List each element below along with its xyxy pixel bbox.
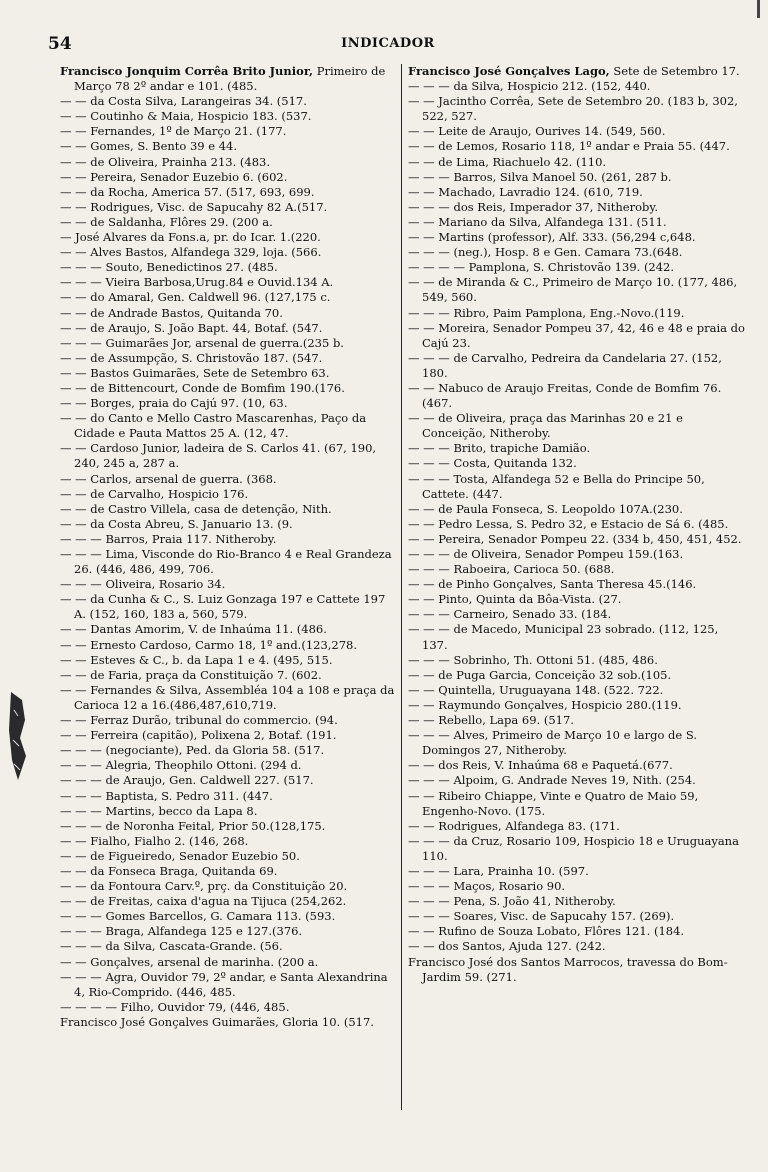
entry-text: — José Alvares da Fons.a, pr. do Icar. 1.(220. — [60, 230, 321, 245]
entry-name: Francisco José Gonçalves Lago, — [408, 64, 610, 78]
directory-entry — [60, 924, 400, 939]
entry-text: — — Ferraz Durão, tribunal do commercio. (94. — [60, 713, 338, 728]
directory-entry — [60, 321, 400, 336]
entry-text: — — — (negociante), Ped. da Gloria 58. (517. — [60, 743, 325, 758]
entry-text: — — — — Pamplona, S. Christovão 139. (242. — [408, 260, 675, 275]
entry-text: — — Mariano da Silva, Alfandega 131. (511. — [408, 214, 667, 229]
entry-text: — — Borges, praia do Cajú 97. (10, 63. — [60, 396, 288, 411]
entry-text: — — Pinto, Quinta da Bôa-Vista. (27. — [408, 592, 622, 607]
directory-entry — [60, 396, 400, 411]
entry-text: — — Cardoso Junior, ladeira de S. Carlos 41. (67, 190, 240, 245 a, 287 a. — [60, 441, 377, 471]
entry-text: — — Rodrigues, Visc. de Sapucahy 82 A.(517. — [60, 199, 328, 214]
entry-text: — — de Puga Garcia, Conceição 32 sob.(105. — [408, 667, 672, 682]
entry-text: — — Fialho, Fialho 2. (146, 268. — [60, 833, 249, 848]
directory-entry — [60, 1000, 400, 1015]
entry-text: — — — Alegria, Theophilo Ottoni. (294 d. — [60, 758, 302, 773]
entry-text: — — dos Santos, Ajuda 127. (242. — [408, 939, 606, 954]
directory-entry — [408, 607, 746, 622]
entry-text: — — Leite de Araujo, Ourives 14. (549, 560. — [408, 124, 666, 139]
entry-text: — — Rufino de Souza Lobato, Flôres 121. (184. — [408, 924, 685, 939]
entry-text: — — de Pinho Gonçalves, Santa Theresa 45.(146. — [408, 577, 697, 592]
directory-entry — [60, 955, 400, 970]
directory-entry — [408, 139, 746, 154]
directory-entry — [408, 562, 746, 577]
entry-text: Francisco José dos Santos Marrocos, travessa do Bom-Jardim 59. (271. — [408, 954, 728, 984]
entry-text: — — — Ribro, Paim Pamplona, Eng.-Novo.(119. — [408, 305, 685, 320]
entry-text: — — Alves Bastos, Alfandega 329, loja. (566. — [60, 245, 322, 260]
directory-entry — [408, 909, 746, 924]
entry-text: — — — Martins, becco da Lapa 8. — [60, 803, 258, 818]
entry-text: — — de Oliveira, praça das Marinhas 20 e 21 e Conceição, Nitheroby. — [408, 411, 683, 441]
directory-entry — [408, 819, 746, 834]
directory-entry — [408, 683, 746, 698]
entry-text: — — Esteves & C., b. da Lapa 1 e 4. (495, 515. — [60, 652, 333, 667]
directory-entry — [60, 864, 400, 879]
directory-entry — [408, 653, 746, 668]
entry-text: — — — Raboeira, Carioca 50. (688. — [408, 562, 615, 577]
directory-entry — [408, 170, 746, 185]
entry-text: — — da Fontoura Carv.º, prç. da Constituição 20. — [60, 879, 348, 894]
entry-text: — — — de Araujo, Gen. Caldwell 227. (517. — [60, 773, 314, 788]
entry-text: — — — de Noronha Feital, Prior 50.(128,175. — [60, 818, 326, 833]
directory-entry — [408, 789, 746, 819]
directory-entry — [408, 275, 746, 305]
directory-entry — [408, 456, 746, 471]
directory-entry — [60, 849, 400, 864]
directory-entry — [60, 622, 400, 637]
entry-text: — — Ferreira (capitão), Polixena 2, Botaf. (191. — [60, 728, 337, 743]
directory-entry — [408, 592, 746, 607]
page-header — [48, 34, 728, 56]
directory-entry — [60, 773, 400, 788]
entry-text: — — — Alves, Primeiro de Março 10 e largo de S. Domingos 27, Nitheroby. — [408, 728, 697, 758]
directory-entry — [408, 532, 746, 547]
entry-text: — — — Barros, Silva Manoel 50. (261, 287 b. — [408, 169, 672, 184]
entry-text: — — da Fonseca Braga, Quitanda 69. — [60, 863, 278, 878]
directory-entry — [408, 864, 746, 879]
right-column — [408, 64, 746, 985]
directory-entry — [60, 381, 400, 396]
directory-entry — [60, 245, 400, 260]
entry-text: — — de Araujo, S. João Bapt. 44, Botaf. (547. — [60, 320, 323, 335]
entry-text: — — — (neg.), Hosp. 8 e Gen. Camara 73.(648. — [408, 245, 683, 260]
entry-text: — — de Freitas, caixa d'agua na Tijuca (254,262. — [60, 894, 347, 909]
entry-text: — — — Sobrinho, Th. Ottoni 51. (485, 486. — [408, 652, 658, 667]
directory-entry — [60, 743, 400, 758]
entry-text: — — de Figueiredo, Senador Euzebio 50. — [60, 848, 300, 863]
directory-entry — [60, 441, 400, 471]
directory-entry — [408, 185, 746, 200]
directory-entry — [60, 894, 400, 909]
left-column — [60, 64, 400, 1030]
directory-entry — [408, 472, 746, 502]
entry-text: — — dos Reis, V. Inhaúma 68 e Paquetá.(677. — [408, 758, 673, 773]
directory-entry — [408, 230, 746, 245]
entry-text: — — Pereira, Senador Euzebio 6. (602. — [60, 169, 288, 184]
directory-entry — [60, 502, 400, 517]
entry-text: — — — de Carvalho, Pedreira da Candelaria 27. (152, 180. — [408, 350, 722, 380]
entry-text: — — — Lima, Visconde do Rio-Branco 4 e Real Grandeza 26. (446, 486, 499, 706. — [60, 547, 392, 577]
directory-entry — [408, 924, 746, 939]
entry-text: — — da Costa Abreu, S. Januario 13. (9. — [60, 516, 293, 531]
directory-entry — [60, 547, 400, 577]
entry-text: — — — Vieira Barbosa,Urug.84 e Ouvid.134 A. — [60, 275, 334, 290]
directory-entry — [60, 124, 400, 139]
directory-entry — [60, 139, 400, 154]
page-edge-mark — [757, 0, 760, 18]
entry-text: — — Fernandes & Silva, Assembléa 104 a 108 e praça da Carioca 12 a 16.(486,487,610,719. — [60, 682, 395, 712]
directory-entry — [408, 124, 746, 139]
directory-entry — [60, 472, 400, 487]
directory-entry — [60, 834, 400, 849]
directory-entry — [60, 290, 400, 305]
entry-text: — — Pedro Lessa, S. Pedro 32, e Estacio de Sá 6. (485. — [408, 516, 729, 531]
directory-entry — [60, 275, 400, 290]
entry-text: — — — Agra, Ouvidor 79, 2º andar, e Santa Alexandrina 4, Rio-Comprido. (446, 485. — [60, 969, 388, 999]
directory-entry — [408, 441, 746, 456]
directory-entry — [408, 622, 746, 652]
directory-entry — [60, 170, 400, 185]
directory-entry — [60, 336, 400, 351]
directory-entry — [408, 773, 746, 788]
directory-entry — [408, 321, 746, 351]
directory-entry — [408, 200, 746, 215]
entry-text: — — da Rocha, America 57. (517, 693, 699. — [60, 184, 315, 199]
entry-text: — — do Amaral, Gen. Caldwell 96. (127,175 c. — [60, 290, 331, 305]
directory-entry — [60, 638, 400, 653]
directory-entry — [60, 970, 400, 1000]
directory-entry — [408, 939, 746, 954]
entry-text: — — Carlos, arsenal de guerra. (368. — [60, 471, 277, 486]
directory-entry — [408, 879, 746, 894]
directory-entry — [60, 411, 400, 441]
directory-entry — [60, 577, 400, 592]
entry-text: — — da Costa Silva, Larangeiras 34. (517. — [60, 94, 307, 109]
directory-entry — [60, 532, 400, 547]
directory-entry — [408, 351, 746, 381]
entry-text: — — Dantas Amorim, V. de Inhaúma 11. (486. — [60, 622, 327, 637]
entry-text: Francisco José Gonçalves Guimarães, Gloria 10. (517. — [60, 1014, 374, 1029]
entry-text: — — de Paula Fonseca, S. Leopoldo 107A.(230. — [408, 501, 683, 516]
entry-text: — — Raymundo Gonçalves, Hospicio 280.(119. — [408, 697, 682, 712]
entry-text: — — de Oliveira, Prainha 213. (483. — [60, 154, 271, 169]
directory-entry — [408, 698, 746, 713]
directory-entry — [408, 517, 746, 532]
directory-entry — [60, 185, 400, 200]
entry-text: — — Rebello, Lapa 69. (517. — [408, 713, 574, 728]
directory-entry — [60, 366, 400, 381]
directory-entry — [408, 834, 746, 864]
entry-text: — — Quintella, Uruguayana 148. (522. 722. — [408, 682, 664, 697]
directory-entry — [408, 713, 746, 728]
entry-text: — — — Souto, Benedictinos 27. (485. — [60, 260, 278, 275]
directory-entry — [60, 109, 400, 124]
entry-text: — — Nabuco de Araujo Freitas, Conde de Bomfim 76. (467. — [408, 380, 722, 411]
entry-text: — — Ernesto Cardoso, Carmo 18, 1º and.(123,278. — [60, 637, 358, 652]
entry-text: — — — Baptista, S. Pedro 311. (447. — [60, 788, 273, 803]
directory-entry — [60, 200, 400, 215]
entry-text: — — de Carvalho, Hospicio 176. — [60, 486, 249, 501]
entry-text: — — — de Macedo, Municipal 23 sobrado. (112, 125, 137. — [408, 622, 719, 652]
directory-entry — [60, 260, 400, 275]
directory-entry — [408, 758, 746, 773]
entry-text: — — Machado, Lavradio 124. (610, 719. — [408, 184, 643, 199]
page-title: INDICADOR — [341, 36, 435, 51]
directory-entry — [60, 215, 400, 230]
entry-text: — — — Maços, Rosario 90. — [408, 879, 566, 894]
directory-entry — [60, 592, 400, 622]
directory-entry — [60, 879, 400, 894]
entry-text: — — Jacintho Corrêa, Sete de Setembro 20. (183 b, 302, 522, 527. — [408, 94, 738, 124]
directory-entry — [60, 94, 400, 109]
directory-entry — [60, 713, 400, 728]
entry-text: — — — Carneiro, Senado 33. (184. — [408, 607, 612, 622]
entry-text: — — Bastos Guimarães, Sete de Setembro 63. — [60, 365, 330, 380]
entry-text: — — de Castro Villela, casa de detenção, Nith. — [60, 501, 332, 516]
entry-text: — — Martins (professor), Alf. 333. (56,294 c,648. — [408, 230, 696, 245]
entry-text: — — Ribeiro Chiappe, Vinte e Quatro de Maio 59, Engenho-Novo. (175. — [408, 788, 699, 818]
entry-text: — — — — Filho, Ouvidor 79, (446, 485. — [60, 999, 290, 1014]
directory-entry — [60, 487, 400, 502]
directory-entry — [60, 804, 400, 819]
entry-text: — — — de Oliveira, Senador Pompeu 159.(163. — [408, 547, 684, 561]
binding-damage-mark — [8, 690, 28, 782]
entry-text: Primeiro de Março 78 2º andar e 101. (485. — [74, 64, 386, 94]
entry-text: — — — Barros, Praia 117. Nitheroby. — [60, 531, 277, 546]
entry-text: — — — Soares, Visc. de Sapucahy 157. (269). — [408, 909, 675, 924]
entry-text: — — — Tosta, Alfandega 52 e Bella do Principe 50, Cattete. (447. — [408, 471, 705, 501]
directory-entry — [408, 245, 746, 260]
entry-text: — — — Lara, Prainha 10. (597. — [408, 863, 589, 878]
entry-text: Sete de Setembro 17. — [609, 64, 740, 78]
entry-text: — — — Guimarães Jor, arsenal de guerra.(235 b. — [60, 335, 344, 350]
directory-entry — [408, 306, 746, 321]
directory-entry — [408, 381, 746, 411]
directory-entry — [60, 668, 400, 683]
entry-text: — — Fernandes, 1º de Março 21. (177. — [60, 124, 287, 139]
entry-text: — — de Faria, praça da Constituição 7. (602. — [60, 667, 322, 682]
entry-text: — — Coutinho & Maia, Hospicio 183. (537. — [60, 109, 312, 124]
entry-text: — — — Alpoim, G. Andrade Neves 19, Nith. (254. — [408, 773, 696, 788]
entry-text: — — Rodrigues, Alfandega 83. (171. — [408, 818, 620, 833]
directory-entry — [408, 955, 746, 985]
directory-entry — [60, 653, 400, 668]
directory-entry — [408, 260, 746, 275]
entry-text: — — de Lemos, Rosario 118, 1º andar e Praia 55. (447. — [408, 139, 730, 154]
entry-text: — — Gomes, S. Bento 39 e 44. — [60, 139, 238, 154]
entry-text: — — — Brito, trapiche Damião. — [408, 441, 591, 456]
entry-name: Francisco Jonquim Corrêa Brito Junior, — [60, 64, 314, 78]
entry-text: — — de Bittencourt, Conde de Bomfim 190.(176. — [60, 380, 345, 395]
directory-entry — [60, 819, 400, 834]
directory-entry — [60, 351, 400, 366]
page-number: 54 — [48, 34, 72, 54]
directory-entry — [408, 155, 746, 170]
entry-text: — — de Saldanha, Flôres 29. (200 a. — [60, 214, 273, 229]
entry-text: — — — Oliveira, Rosario 34. — [60, 577, 226, 592]
column-divider — [401, 64, 402, 1110]
directory-entry — [60, 758, 400, 773]
directory-entry — [60, 683, 400, 713]
directory-entry — [408, 577, 746, 592]
directory-entry — [60, 64, 400, 94]
entry-text: — — Pereira, Senador Pompeu 22. (334 b, 450, 451, 452. — [408, 531, 742, 546]
directory-entry — [408, 894, 746, 909]
entry-text: — — — Gomes Barcellos, G. Camara 113. (593. — [60, 909, 336, 924]
directory-entry — [60, 728, 400, 743]
entry-text: — — — dos Reis, Imperador 37, Nitheroby. — [408, 199, 658, 214]
entry-text: — — de Andrade Bastos, Quitanda 70. — [60, 305, 283, 320]
entry-text: — — — da Silva, Cascata-Grande. (56. — [60, 939, 283, 954]
directory-entry — [60, 230, 400, 245]
entry-text: — — da Cunha & C., S. Luiz Gonzaga 197 e Cattete 197 A. (152, 160, 183 a, 560, 579. — [60, 592, 386, 622]
entry-text: — — de Lima, Riachuelo 42. (110. — [408, 154, 607, 169]
entry-text: — — Gonçalves, arsenal de marinha. (200 a. — [60, 954, 319, 969]
directory-entry — [408, 94, 746, 124]
entry-text: — — — Costa, Quitanda 132. — [408, 456, 577, 471]
directory-entry — [408, 728, 746, 758]
entry-text: — — — da Silva, Hospicio 212. (152, 440. — [408, 79, 651, 94]
entry-text: — — — Braga, Alfandega 125 e 127.(376. — [60, 924, 303, 939]
entry-text: — — Moreira, Senador Pompeu 37, 42, 46 e 48 e praia do Cajú 23. — [408, 320, 745, 350]
directory-entry — [60, 789, 400, 804]
entry-text: — — — da Cruz, Rosario 109, Hospicio 18 e Uruguayana 110. — [408, 833, 739, 863]
directory-entry — [408, 668, 746, 683]
directory-entry — [60, 517, 400, 532]
directory-entry — [60, 909, 400, 924]
directory-entry — [408, 79, 746, 94]
directory-entry — [408, 411, 746, 441]
directory-entry — [408, 215, 746, 230]
directory-entry — [408, 502, 746, 517]
entry-text: — — do Canto e Mello Castro Mascarenhas, Paço da Cidade e Pauta Mattos 25 A. (12, 47. — [60, 411, 367, 441]
entry-text: — — de Assumpção, S. Christovão 187. (547. — [60, 350, 323, 365]
directory-entry — [408, 547, 746, 562]
directory-entry — [60, 1015, 400, 1030]
directory-entry — [60, 155, 400, 170]
entry-text: — — — Pena, S. João 41, Nitheroby. — [408, 894, 616, 909]
directory-entry — [60, 939, 400, 954]
entry-text: — — de Miranda & C., Primeiro de Março 10. (177, 486, 549, 560. — [408, 275, 738, 305]
directory-entry — [408, 64, 746, 79]
directory-entry — [60, 306, 400, 321]
